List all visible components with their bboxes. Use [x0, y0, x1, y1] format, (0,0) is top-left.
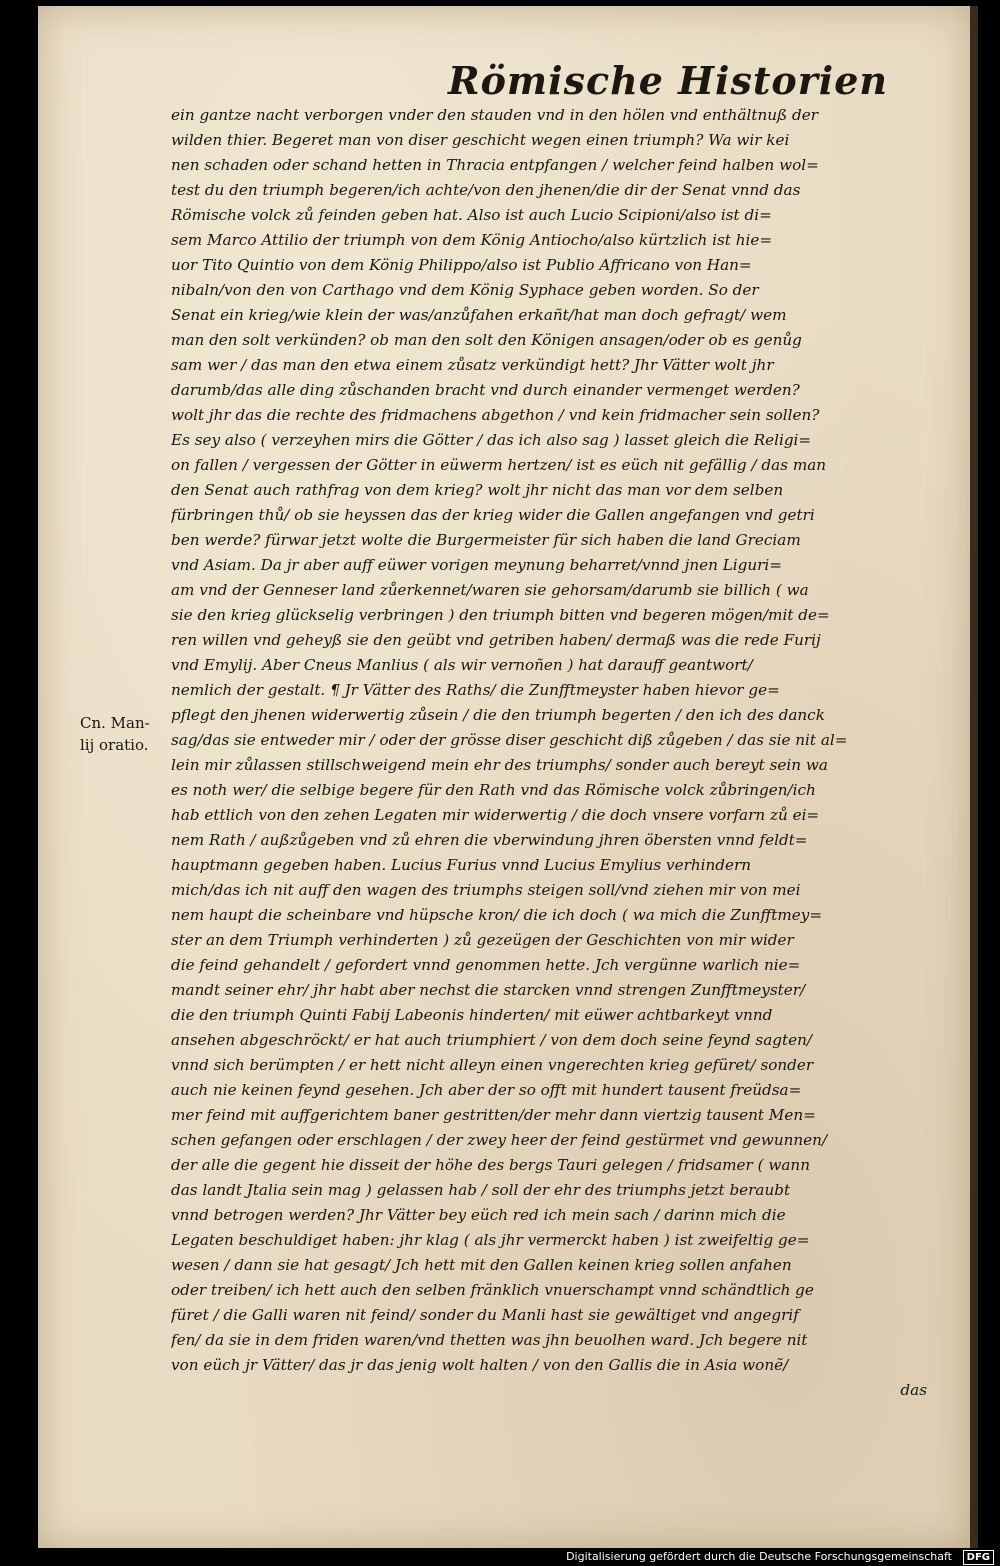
margin-note: [80, 712, 170, 756]
text-line: schen gefangen oder erschlagen / der zwey heer der feind gestürmet vnd gewunnen/: [171, 1131, 828, 1149]
dfg-logo: DFG: [963, 1550, 994, 1565]
text-line: sag/das sie entweder mir / oder der grösse diser geschicht diß zůgeben / das sie nit al=: [171, 731, 848, 749]
text-line: Römische volck zů feinden geben hat. Also ist auch Lucio Scipioni/also ist di=: [171, 206, 772, 224]
margin-note-line: Cn. Man-: [80, 714, 150, 732]
text-line: hauptmann gegeben haben. Lucius Furius vnnd Lucius Emylius verhindern: [171, 856, 751, 874]
text-line: oder treiben/ ich hett auch den selben fränklich vnuerschampt vnnd schändtlich ge: [171, 1281, 814, 1299]
text-line: sie den krieg glückselig verbringen ) den triumph bitten vnd begeren mögen/mit de=: [171, 606, 830, 624]
text-line: am vnd der Genneser land zůerkennet/waren sie gehorsam/darumb sie billich ( wa: [171, 581, 809, 599]
text-line: das: [900, 1381, 927, 1399]
text-line: lein mir zůlassen stillschweigend mein ehr des triumphs/ sonder auch bereyt sein wa: [171, 756, 828, 774]
text-line: nen schaden oder schand hetten in Thracia entpfangen / welcher feind halben wol=: [171, 156, 819, 174]
text-line: der alle die gegent hie disseit der höhe des bergs Tauri gelegen / fridsamer ( wann: [171, 1156, 810, 1174]
text-line: vnd Emylij. Aber Cneus Manlius ( als wir vernoñen ) hat darauff geantwort/: [171, 656, 753, 674]
text-line: on fallen / vergessen der Götter in eüwerm hertzen/ ist es eüch nit gefällig / das man: [171, 456, 827, 474]
text-line: Legaten beschuldiget haben: jhr klag ( als jhr vermerckt haben ) ist zweifeltig ge=: [171, 1231, 810, 1249]
text-line: die den triumph Quinti Fabij Labeonis hinderten/ mit eüwer achtbarkeyt vnnd: [171, 1006, 773, 1024]
text-line: pflegt den jhenen widerwertig zůsein / die den triumph begerten / den ich des danck: [171, 706, 825, 724]
text-line: sem Marco Attilio der triumph von dem König Antiocho/also kürtzlich ist hie=: [171, 231, 773, 249]
text-line: ein gantze nacht verborgen vnder den stauden vnd in den hölen vnd enthältnuß der: [171, 106, 818, 124]
text-line: mer feind mit auffgerichtem baner gestritten/der mehr dann viertzig tausent Men=: [171, 1106, 816, 1124]
text-line: von eüch jr Vätter/ das jr das jenig wolt halten / von den Gallis die in Asia wonẽ/: [171, 1356, 789, 1374]
text-line: fürbringen thů/ ob sie heyssen das der krieg wider die Gallen angefangen vnd getri: [171, 506, 815, 524]
text-line: Senat ein krieg/wie klein der was/anzůfahen erkañt/hat man doch gefragt/ wem: [171, 306, 787, 324]
text-line: wolt jhr das die rechte des fridmachens abgethon / vnd kein fridmacher sein sollen?: [171, 406, 820, 424]
text-line: wesen / dann sie hat gesagt/ Jch hett mit den Gallen keinen krieg sollen anfahen: [171, 1256, 792, 1274]
margin-note-line: lij oratio.: [80, 736, 149, 754]
text-line: vnd Asiam. Da jr aber auff eüwer vorigen meynung beharret/vnnd jnen Liguri=: [171, 556, 782, 574]
text-line: fen/ da sie in dem friden waren/vnd thetten was jhn beuolhen ward. Jch begere nit: [171, 1331, 808, 1349]
text-line: vnnd betrogen werden? Jhr Vätter bey eüch red ich mein sach / darinn mich die: [171, 1206, 786, 1224]
text-line: ster an dem Triumph verhinderten ) zů gezeügen der Geschichten von mir wider: [171, 931, 794, 949]
text-line: es noth wer/ die selbige begere für den Rath vnd das Römische volck zůbringen/ich: [171, 781, 816, 799]
text-line: die feind gehandelt / gefordert vnnd genommen hette. Jch vergünne warlich nie=: [171, 956, 801, 974]
text-line: uor Tito Quintio von dem König Philippo/also ist Publio Affricano von Han=: [171, 256, 752, 274]
text-line: ben werde? fürwar jetzt wolte die Burgermeister für sich haben die land Greciam: [171, 531, 801, 549]
text-line: nem Rath / außzůgeben vnd zů ehren die vberwindung jhren öbersten vnnd feldt=: [171, 831, 808, 849]
text-line: das landt Jtalia sein mag ) gelassen hab / soll der ehr des triumphs jetzt beraubt: [171, 1181, 791, 1199]
text-line: man den solt verkünden? ob man den solt den Königen ansagen/oder ob es genůg: [171, 331, 802, 349]
text-line: hab ettlich von den zehen Legaten mir widerwertig / die doch vnsere vorfarn zů ei=: [171, 806, 820, 824]
text-line: sam wer / das man den etwa einem zůsatz verkündigt hett? Jhr Vätter wolt jhr: [171, 356, 774, 374]
text-line: ren willen vnd geheyß sie den geübt vnd getriben haben/ dermaß was die rede Furij: [171, 631, 821, 649]
running-head: Römische Historien: [448, 58, 889, 103]
text-line: auch nie keinen feynd gesehen. Jch aber der so offt mit hundert tausent freüdsa=: [171, 1081, 802, 1099]
text-line: mich/das ich nit auff den wagen des triumphs steigen soll/vnd ziehen mir von mei: [171, 881, 801, 899]
text-line: vnnd sich berümpten / er hett nicht alleyn einen vngerechten krieg gefüret/ sonder: [171, 1056, 814, 1074]
text-line: test du den triumph begeren/ich achte/von den jhenen/die dir der Senat vnnd das: [171, 181, 801, 199]
text-line: darumb/das alle ding zůschanden bracht vnd durch einander vermenget werden?: [171, 381, 800, 399]
body-text: [171, 103, 971, 1403]
text-line: nibaln/von den von Carthago vnd dem König Syphace geben worden. So der: [171, 281, 759, 299]
text-line: wilden thier. Begeret man von diser geschicht wegen einen triumph? Wa wir kei: [171, 131, 790, 149]
text-line: nemlich der gestalt. ¶ Jr Vätter des Raths/ die Zunfftmeyster haben hievor ge=: [171, 681, 780, 699]
page-edge: [970, 6, 978, 1548]
text-line: ansehen abgeschröckt/ er hat auch triumphiert / von dem doch seine feynd sagten/: [171, 1031, 812, 1049]
text-line: mandt seiner ehr/ jhr habt aber nechst die starcken vnnd strengen Zunfftmeyster/: [171, 981, 806, 999]
text-line: Es sey also ( verzeyhen mirs die Götter / das ich also sag ) lasset gleich die Religi=: [171, 431, 812, 449]
text-line: den Senat auch rathfrag von dem krieg? wolt jhr nicht das man vor dem selben: [171, 481, 784, 499]
text-line: nem haupt die scheinbare vnd hüpsche kron/ die ich doch ( wa mich die Zunfftmey=: [171, 906, 823, 924]
text-line: füret / die Galli waren nit feind/ sonder du Manli hast sie gewältiget vnd angegrif: [171, 1306, 799, 1324]
footer-credit: Digitalisierung gefördert durch die Deutsche Forschungsgemeinschaft: [566, 1550, 952, 1563]
